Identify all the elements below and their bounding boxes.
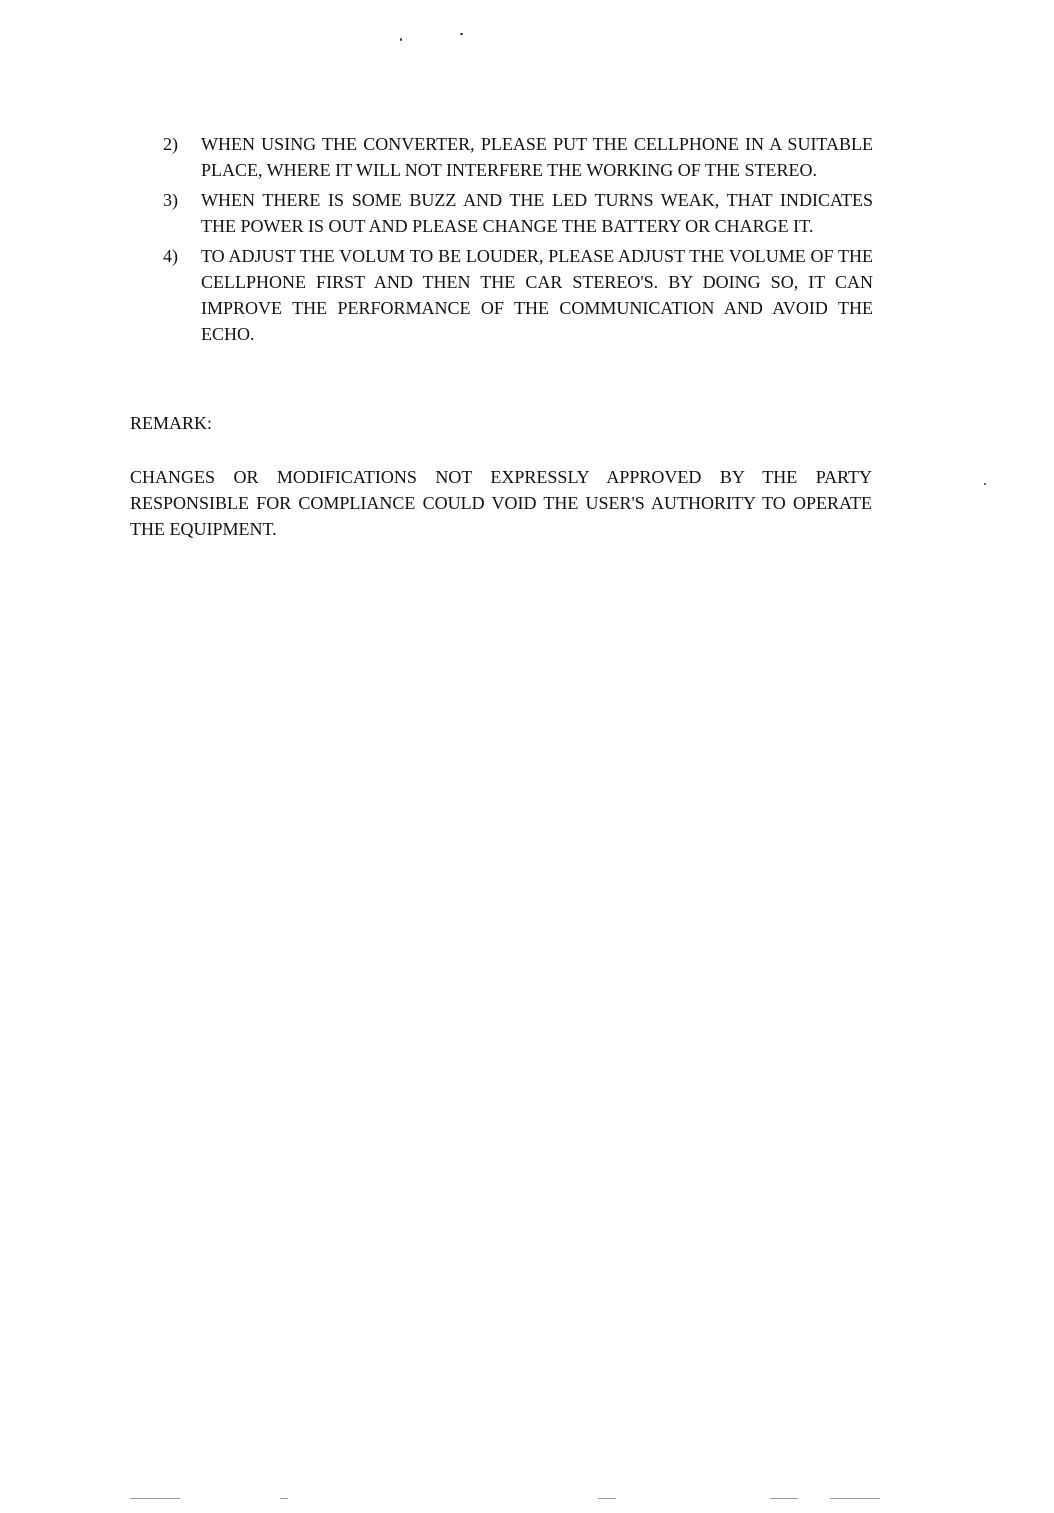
scan-artifact	[770, 1498, 798, 1499]
scan-speck	[460, 33, 463, 35]
instruction-number: 2)	[163, 134, 178, 154]
instruction-list	[163, 131, 873, 351]
remark-paragraph: CHANGES OR MODIFICATIONS NOT EXPRESSLY APPROVED BY THE PARTY RESPONSIBLE FOR COMPLIANCE COULD VOID THE USER'S AUTHORITY TO OPERATE THE EQUIPMENT.	[130, 467, 872, 539]
scan-speck	[400, 38, 402, 41]
remark-heading: REMARK:	[130, 413, 213, 433]
instruction-text: TO ADJUST THE VOLUM TO BE LOUDER, PLEASE ADJUST THE VOLUME OF THE CELLPHONE FIRST AND THEN THE CAR STEREO'S. BY DOING SO, IT CAN IMPROVE THE PERFORMANCE OF THE COMMUNICATION AND AVOID THE ECHO.	[201, 246, 873, 344]
instruction-item	[163, 187, 873, 239]
instruction-text: WHEN THERE IS SOME BUZZ AND THE LED TURNS WEAK, THAT INDICATES THE POWER IS OUT AND PLEASE CHANGE THE BATTERY OR CHARGE IT.	[201, 190, 873, 236]
instruction-number: 3)	[163, 190, 178, 210]
instruction-item	[163, 243, 873, 347]
scan-artifact	[130, 1498, 180, 1499]
instruction-item	[163, 131, 873, 183]
instruction-text: WHEN USING THE CONVERTER, PLEASE PUT THE CELLPHONE IN A SUITABLE PLACE, WHERE IT WILL NOT INTERFERE THE WORKING OF THE STEREO.	[201, 134, 873, 180]
instruction-number: 4)	[163, 246, 178, 266]
scan-speck	[984, 483, 986, 485]
scan-artifact	[280, 1498, 288, 1499]
scan-artifact	[598, 1498, 616, 1499]
scan-artifact	[830, 1498, 880, 1499]
